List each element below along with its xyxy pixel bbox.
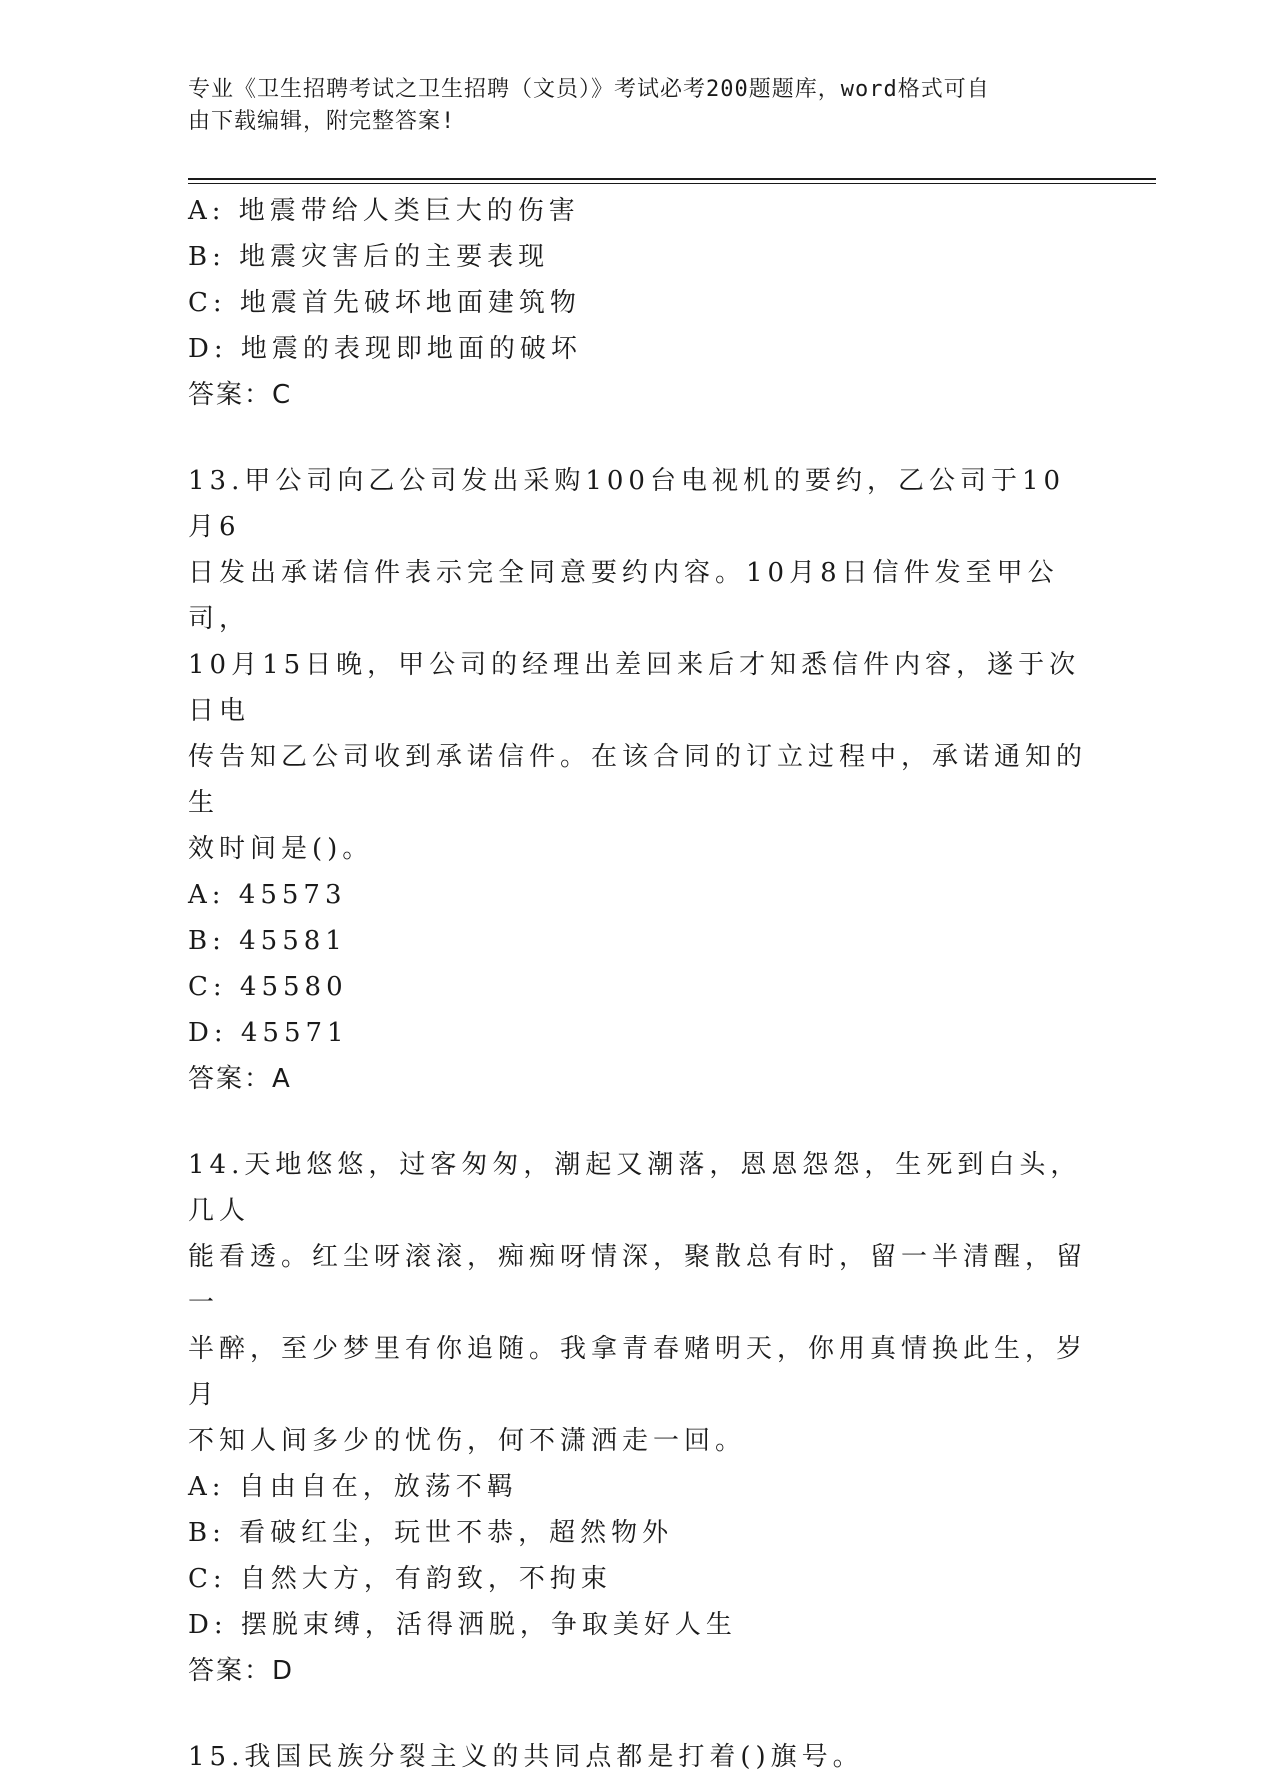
question-stem-line: 效时间是()。 [188, 834, 374, 864]
spacer [188, 1694, 1088, 1734]
question-stem-line: 日发出承诺信件表示完全同意要约内容。10月8日信件发至甲公司， [188, 558, 1059, 634]
question-stem-line: 13.甲公司向乙公司发出采购100台电视机的要约，乙公司于10月6 [188, 466, 1066, 542]
question-stem-line: 传告知乙公司收到承诺信件。在该合同的订立过程中，承诺通知的生 [188, 742, 1088, 818]
question-stem-line: 半醉，至少梦里有你追随。我拿青春赌明天，你用真情换此生，岁月 [188, 1334, 1088, 1410]
option-d: D: 地震的表现即地面的破坏 [188, 334, 582, 364]
option-a: A: 45573 [188, 880, 347, 910]
header-line-2: 由下载编辑，附完整答案! [188, 109, 456, 134]
question-13 [188, 458, 1088, 1102]
option-c: C: 自然大方，有韵致，不拘束 [188, 1564, 612, 1594]
question-15 [188, 1734, 1088, 1780]
header-divider-thick [188, 178, 1156, 180]
question-stem-line: 10月15日晚，甲公司的经理出差回来后才知悉信件内容，遂于次日电 [188, 650, 1081, 726]
question-stem-line: 14.天地悠悠，过客匆匆，潮起又潮落，恩恩怨怨，生死到白头，几人 [188, 1150, 1082, 1226]
answer-line: 答案：D [188, 1656, 295, 1686]
option-d: D: 摆脱束缚，活得洒脱，争取美好人生 [188, 1610, 737, 1640]
document-header [188, 74, 1068, 138]
spacer [188, 1102, 1088, 1142]
question-stem-line: 能看透。红尘呀滚滚，痴痴呀情深，聚散总有时，留一半清醒，留一 [188, 1242, 1088, 1318]
question-list [188, 188, 1088, 1780]
option-b: B: 看破红尘，玩世不恭，超然物外 [188, 1518, 674, 1548]
header-line-1: 专业《卫生招聘考试之卫生招聘（文员）》考试必考200题题库，word格式可自 [188, 77, 990, 102]
option-c: C: 45580 [188, 972, 348, 1002]
option-b: B: 地震灾害后的主要表现 [188, 242, 550, 272]
option-a: A: 地震带给人类巨大的伤害 [188, 196, 580, 226]
option-c: C: 地震首先破坏地面建筑物 [188, 288, 581, 318]
answer-line: 答案：A [188, 1064, 292, 1094]
question-stem-line: 15.我国民族分裂主义的共同点都是打着()旗号。 [188, 1742, 864, 1772]
option-b: B: 45581 [188, 926, 347, 956]
option-a: A: 自由自在，放荡不羁 [188, 1472, 518, 1502]
spacer [188, 418, 1088, 458]
question-12 [188, 188, 1088, 418]
header-divider-thin [188, 183, 1156, 184]
answer-line: 答案：C [188, 380, 293, 410]
question-stem-line: 不知人间多少的忧伤，何不潇洒走一回。 [188, 1426, 747, 1456]
question-14 [188, 1142, 1088, 1694]
option-d: D: 45571 [188, 1018, 349, 1048]
